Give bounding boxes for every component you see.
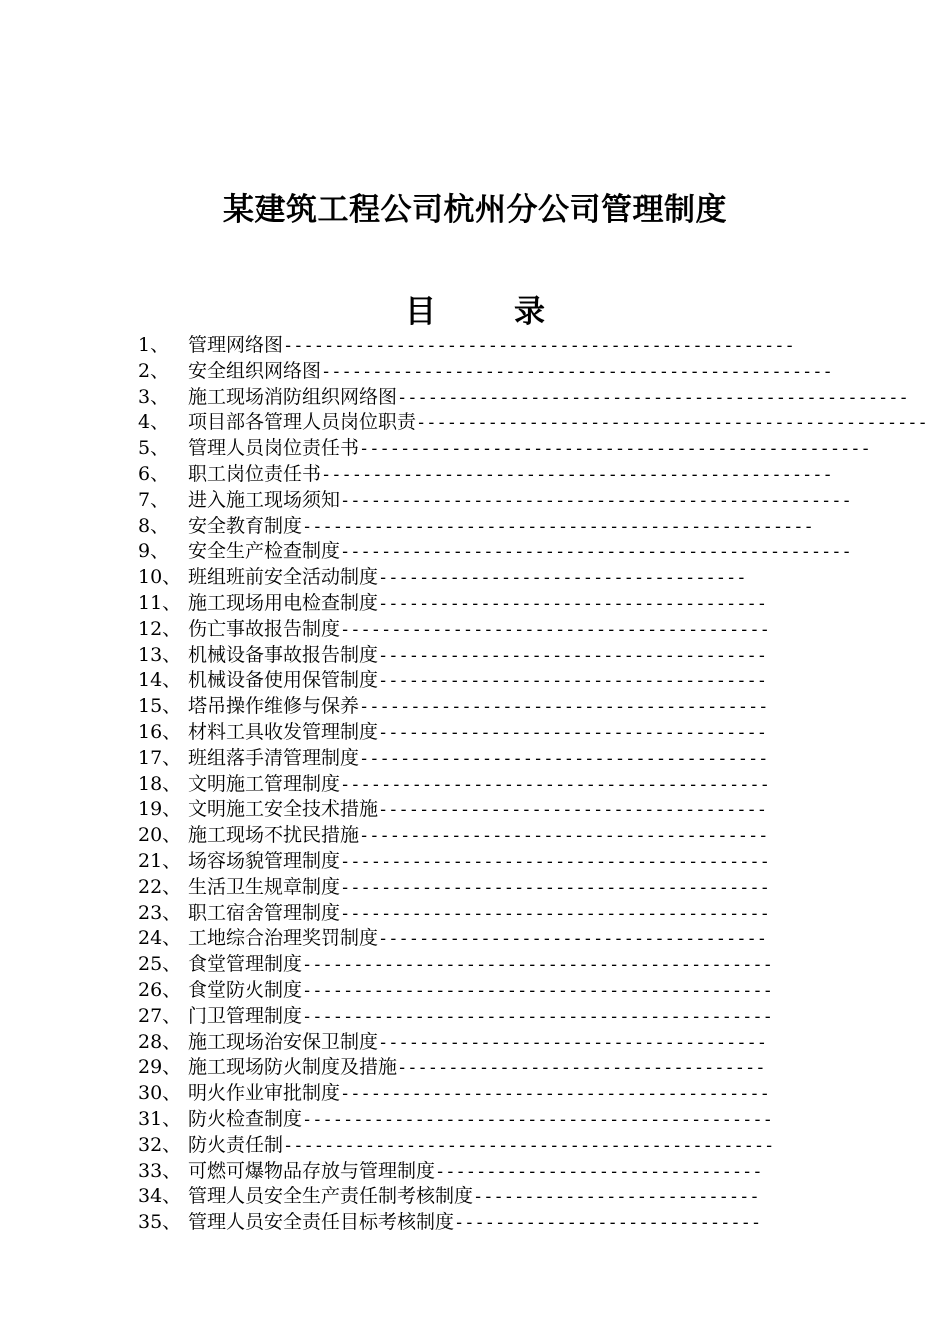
- toc-entry-number: 8、: [138, 514, 170, 537]
- toc-entry-number: 10、: [138, 566, 182, 589]
- toc-entry-title: 管理人员岗位责任书: [188, 437, 360, 460]
- toc-entry-leader: --------------------------------------: [378, 929, 767, 950]
- toc-entry-number: 33、: [138, 1159, 182, 1182]
- toc-entry-leader: --------------------------------------------------: [340, 542, 852, 563]
- toc-entry-title: 场容场貌管理制度: [188, 849, 341, 872]
- toc-entry-title: 明火作业审批制度: [188, 1082, 341, 1105]
- toc-entry: [138, 591, 818, 617]
- toc-entry-number: 6、: [138, 462, 170, 485]
- toc-entry-number: 17、: [138, 746, 182, 769]
- toc-entry-number: 23、: [138, 901, 182, 924]
- toc-entry: [138, 1030, 818, 1056]
- toc-entry-leader: ----------------------------------------------: [302, 1109, 773, 1130]
- toc-entry-title: 机械设备使用保管制度: [188, 669, 379, 692]
- toc-entry: [138, 668, 818, 694]
- toc-entry-title: 塔吊操作维修与保养: [188, 695, 360, 718]
- toc-entry-number: 22、: [138, 875, 182, 898]
- toc-entry-leader: --------------------------------------: [378, 800, 767, 821]
- toc-entry-number: 32、: [138, 1133, 182, 1156]
- toc-entry: [138, 617, 818, 643]
- toc-entry-title: 施工现场不扰民措施: [188, 824, 360, 847]
- toc-entry-leader: ----------------------------------------------: [302, 980, 773, 1001]
- toc-entry-leader: --------------------------------------: [378, 722, 767, 743]
- toc-entry-number: 16、: [138, 720, 182, 743]
- toc-entry-title: 管理人员安全责任目标考核制度: [188, 1211, 455, 1234]
- toc-entry-title: 可燃可爆物品存放与管理制度: [188, 1159, 436, 1182]
- toc-entry-title: 工地综合治理奖罚制度: [188, 927, 379, 950]
- toc-entry-leader: --------------------------------------: [378, 593, 767, 614]
- toc-entry-title: 职工岗位责任书: [188, 462, 322, 485]
- toc-entry-leader: ------------------------------------------------: [283, 1135, 775, 1156]
- toc-entry-leader: ----------------------------------------: [359, 697, 769, 718]
- toc-entry-number: 34、: [138, 1185, 182, 1208]
- toc-entry: [138, 952, 818, 978]
- toc-entry-title: 施工现场用电检查制度: [188, 591, 379, 614]
- toc-entry-title: 施工现场治安保卫制度: [188, 1030, 379, 1053]
- toc-entry: [138, 823, 818, 849]
- toc-entry-leader: --------------------------------------------------: [321, 361, 833, 382]
- toc-entry: [138, 436, 871, 462]
- toc-entry-leader: --------------------------------------------------: [359, 439, 871, 460]
- toc-entry: [138, 565, 818, 591]
- toc-entry-leader: --------------------------------------------------: [397, 387, 909, 408]
- toc-entry-leader: --------------------------------: [435, 1161, 763, 1182]
- toc-entry-title: 伤亡事故报告制度: [188, 617, 341, 640]
- toc-entry-number: 9、: [138, 540, 170, 563]
- toc-entry: [138, 849, 818, 875]
- toc-entry-number: 21、: [138, 849, 182, 872]
- toc-entry-title: 生活卫生规章制度: [188, 875, 341, 898]
- document-title: 某建筑工程公司杭州分公司管理制度: [223, 192, 727, 228]
- toc-entry-number: 26、: [138, 978, 182, 1001]
- toc-entry-title: 食堂管理制度: [188, 953, 303, 976]
- toc-entry-number: 1、: [138, 334, 170, 356]
- toc-entry: [138, 694, 818, 720]
- toc-entry: [138, 539, 852, 565]
- toc-entry: [138, 1107, 818, 1133]
- toc-entry-title: 材料工具收发管理制度: [188, 720, 379, 743]
- toc-entry: [138, 1055, 818, 1081]
- toc-entry-leader: ------------------------------------------: [340, 903, 770, 924]
- toc-entry: [138, 797, 818, 823]
- toc-entry-title: 项目部各管理人员岗位职责: [188, 411, 417, 434]
- toc-entry-number: 35、: [138, 1211, 182, 1234]
- toc-entry-leader: --------------------------------------------------: [321, 464, 833, 485]
- toc-entry-title: 施工现场防火制度及措施: [188, 1056, 398, 1079]
- toc-entry-leader: ----------------------------------------------: [302, 1006, 773, 1027]
- toc-entry: [138, 720, 818, 746]
- toc-entry-number: 4、: [138, 411, 170, 434]
- toc-entry: [138, 1210, 818, 1236]
- toc-entry: [138, 359, 833, 385]
- toc-entry-title: 进入施工现场须知: [188, 488, 341, 511]
- toc-entry: [138, 772, 818, 798]
- toc-entry-number: 7、: [138, 488, 170, 511]
- toc-entry-number: 20、: [138, 824, 182, 847]
- toc-entry-leader: ------------------------------------: [397, 1058, 766, 1079]
- toc-entry-leader: --------------------------------------------------: [340, 490, 852, 511]
- toc-entry-number: 15、: [138, 695, 182, 718]
- toc-entry-title: 班组班前安全活动制度: [188, 566, 379, 589]
- toc-entry: [138, 978, 818, 1004]
- toc-entry-title: 文明施工安全技术措施: [188, 798, 379, 821]
- toc-entry-leader: ------------------------------------: [378, 568, 747, 589]
- toc-entry-number: 28、: [138, 1030, 182, 1053]
- toc-entry: [138, 410, 928, 436]
- toc-entry: [138, 1004, 818, 1030]
- toc-entry-number: 5、: [138, 437, 170, 460]
- toc-entry-title: 施工现场消防组织网络图: [188, 385, 398, 408]
- toc-entry-leader: ----------------------------: [473, 1187, 760, 1208]
- toc-entry-title: 班组落手清管理制度: [188, 746, 360, 769]
- toc-entry-title: 管理人员安全生产责任制考核制度: [188, 1185, 474, 1208]
- toc-entry-title: 门卫管理制度: [188, 1004, 303, 1027]
- toc-entry: [138, 488, 852, 514]
- toc-entry-number: 18、: [138, 772, 182, 795]
- toc-entry-leader: ----------------------------------------------: [302, 955, 773, 976]
- toc-entry-number: 13、: [138, 643, 182, 666]
- toc-entry: [138, 901, 818, 927]
- toc-entry: [138, 1081, 818, 1107]
- toc-entry-leader: --------------------------------------------------: [416, 413, 928, 434]
- toc-entry-number: 19、: [138, 798, 182, 821]
- toc-entry-number: 30、: [138, 1082, 182, 1105]
- toc-entry-leader: --------------------------------------: [378, 671, 767, 692]
- toc-entry-number: 3、: [138, 385, 170, 408]
- toc-entry-number: 11、: [138, 591, 182, 614]
- toc-entry-title: 职工宿舍管理制度: [188, 901, 341, 924]
- toc-entry: [138, 1184, 818, 1210]
- toc-entry-number: 14、: [138, 669, 182, 692]
- toc-entry-number: 27、: [138, 1004, 182, 1027]
- toc-entry-number: 29、: [138, 1056, 182, 1079]
- toc-entry: [138, 746, 818, 772]
- toc-entry-leader: ------------------------------------------: [340, 851, 770, 872]
- toc-entry: [138, 462, 833, 488]
- toc-entry: [138, 643, 818, 669]
- toc-heading: 目录: [405, 294, 623, 330]
- toc-entry-title: 安全生产检查制度: [188, 540, 341, 563]
- toc-entry-title: 安全教育制度: [188, 514, 303, 537]
- toc-entry-number: 24、: [138, 927, 182, 950]
- toc-entry: [138, 385, 909, 411]
- toc-entry-title: 食堂防火制度: [188, 978, 303, 1001]
- toc-entry-number: 12、: [138, 617, 182, 640]
- toc-entry-number: 25、: [138, 953, 182, 976]
- toc-entry-leader: --------------------------------------: [378, 1032, 767, 1053]
- toc-entry: [138, 514, 818, 540]
- toc-entry-leader: --------------------------------------------------: [283, 336, 795, 356]
- toc-entry: [138, 1133, 818, 1159]
- toc-entry-title: 防火检查制度: [188, 1107, 303, 1130]
- toc-entry-leader: --------------------------------------: [378, 645, 767, 666]
- toc-entry: [138, 333, 818, 359]
- toc-entry-title: 管理网络图: [188, 334, 284, 356]
- toc-entry-number: 31、: [138, 1107, 182, 1130]
- toc-entry-leader: ----------------------------------------: [359, 826, 769, 847]
- toc-entry-number: 2、: [138, 359, 170, 382]
- toc-entry: [138, 875, 818, 901]
- toc-entry-title: 安全组织网络图: [188, 359, 322, 382]
- toc-entry-title: 机械设备事故报告制度: [188, 643, 379, 666]
- toc-entry-leader: ------------------------------------------: [340, 774, 770, 795]
- toc-entry-title: 文明施工管理制度: [188, 772, 341, 795]
- table-of-contents: [138, 333, 928, 1236]
- toc-entry-leader: ------------------------------: [454, 1213, 762, 1234]
- toc-entry-leader: --------------------------------------------------: [302, 516, 814, 537]
- toc-entry-leader: ------------------------------------------: [340, 1084, 770, 1105]
- toc-entry: [138, 1159, 818, 1185]
- toc-entry-leader: ------------------------------------------: [340, 877, 770, 898]
- toc-entry-leader: ----------------------------------------: [359, 748, 769, 769]
- toc-entry: [138, 926, 818, 952]
- toc-entry-title: 防火责任制: [188, 1133, 284, 1156]
- toc-entry-leader: ------------------------------------------: [340, 619, 770, 640]
